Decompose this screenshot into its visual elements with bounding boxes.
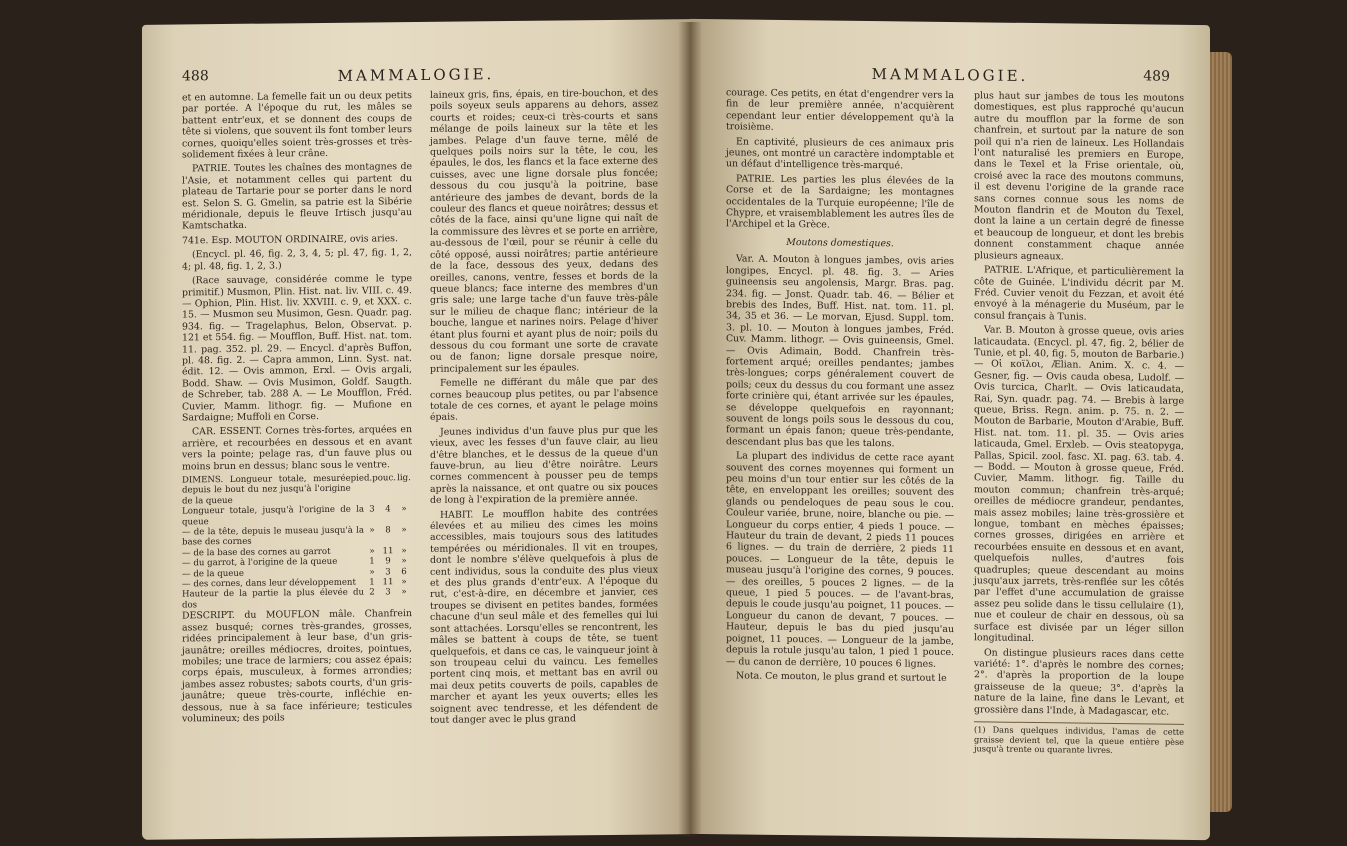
paragraph: et en automne. La femelle fait un ou deux petits par portée. A l'époque du rut, les mâles se battent entr'eux, et se donnent des coups de tête si violens, que souvent ils font tomber leurs cornes, quoiqu'elles soient très-grosses et très-solidement fixées à leur crâne. [182,90,412,161]
paragraph: (Race sauvage, considérée comme le type primitif.) Musmon, Plin. Hist. nat. liv. VIII. c. 49. — Ophion, Plin. Hist. liv. XXVIII. c. 9, et XXX. c. 15. — Musmon seu Musimon, Gesn. Quadr. pag. 934. fig. — Tragelaphus, Belon, Observat. p. 121 et 554. fig. — Moufflon, Buff. Hist. nat. tom. 11. pag. 352. pl. 29. — Encycl. d'après Buffon, pl. 48. fig. 2. — Capra ammon, Linn. Syst. nat. édit. 12. — Ovis ammon, Erxl. — Ovis argali, Bodd. Shaw. — Ovis Musimon, Goldf. Saugth. de Schreber, tab. 288 A. — Le Moufflon, Fréd. Cuvier, Mamm. lithogr. fig. — Mufione en Sardaigne; Muffoli en Corse. [182,273,412,424]
paragraph: La plupart des individus de cette race ayant souvent des cornes moyennes qui forment un peu moins d'un tour entier sur les côtés de la tête, en enveloppant les oreilles; souvent des glands ou pendeloques de peau sous le cou. Couleur variée, brune, noire, blanche ou pie. — Longueur du corps entier, 4 pieds 1 pouce. — Hauteur du train de devant, 2 pieds 11 pouces 6 lignes. — du train de derrière, 2 pieds 11 pouces. — Longueur de la tête, depuis le museau jusqu'à l'origine des cornes, 9 pouces. — des oreilles, 5 pouces 2 lignes. — de la queue, 1 pied 5 pouces. — de l'avant-bras, depuis le coude jusqu'au poignet, 11 pouces. — Longueur du canon de devant, 7 pouces. — Hauteur, depuis le bas du pied jusqu'au poignet, 11 pouces. — Longueur de la jambe, depuis la rotule jusqu'au talon, 1 pied 1 pouce. — du canon de derrière, 10 pouces 6 lignes. [726,450,954,670]
footnote: (1) Dans quelques individus, l'amas de cette graisse devient tel, que la queue entière pèse jusqu'à trente ou quarante livres. [974,721,1184,756]
dimension-value: 9 [385,556,391,567]
dimension-label: Hauteur de la partie la plus élevée du dos [182,588,364,611]
paragraph: PATRIE. L'Afrique, et particulièrement la côte de Guinée. L'individu décrit par M. Fréd. Cuvier venoit du Fezzan, et avoit été envoyé à la ménagerie du Muséum, par le consul français à Tunis. [974,264,1184,323]
paragraph: Femelle ne différant du mâle que par des cornes beaucoup plus petites, ou par l'absence totale de ces cornes, et ayant le pelage moins épais. [430,375,658,424]
dimension-label: — de la tête, depuis le museau jusqu'à la base des cornes [182,525,364,548]
paragraph: Var. B. Mouton à grosse queue, ovis aries laticaudata. (Encycl. pl. 47, fig. 2, bélier de Tunie, et pl. 40, fig. 5, mouton de Barbarie.) — Οἱ κοϊλοι, Ælian. Anim. X. c. 4. — Gesner, fig. — Ovis cauda obesa, Ludolf. — Ovis turcica, Charlt. — Ovis laticaudata, Rai, Syn. quadr. pag. 74. — Brebis à large queue, Briss. Regn. anim. p. 75. n. 2. — Mouton de Barbarie, Mouton d'Arabie, Buff. Hist. nat. tom. 11. pl. 35. — Ovis aries laticauda, Gmel. Erxleb. — Ovis steatopyga, Pallas, Spicil. zool. fasc. XI. pag. 63. tab. 4. — Bodd. — Mouton à grosse queue, Fréd. Cuvier, Mamm. lithogr. fig. Taille du mouton commun; chanfrein très-arqué; oreilles de médiocre grandeur, pendantes, mais assez mobiles; laine très-grossière et longue, tombant en mèches épaisses; cornes grosses, dirigées en arrière et recourbées ensuite en dessous et en avant, quelquefois nulles, d'autres fois quadruples; queue descendant au moins jusqu'aux jarrets, très-renflée sur les côtés par l'effet d'une accumulation de graisse assez peu solide dans le tissu cellulaire (1), nue et couleur de chair en dessous, où sa surface est divisée par un léger sillon longitudinal. [974,324,1184,645]
dimension-label: — des cornes, dans leur développement [182,577,356,590]
dimensions-block [182,473,412,611]
dimensions-heading: DIMENS. Longueur totale, mesurée depuis le bout du nez jusqu'à l'origine de la queue [182,473,351,507]
dimension-value: 3 [385,566,391,577]
book-gutter [678,22,702,837]
paragraph: DESCRIPT. du MOUFLON mâle. Chanfrein assez busqué; cornes très-grandes, grosses, ridées principalement à leur base, d'un gris-jaunâtre; oreilles médiocres, droites, pointues, mobiles; une trace de larmiers; cou assez épais; corps épais, musculeux, à formes arrondies; jambes assez robustes; sabots courts, d'un gris-jaunâtre; queue très-courte, infléchie en-dessous, nue à sa face inférieure; testicules volumineux; des poils [182,608,412,725]
right-running-head [730,63,1170,88]
dimension-value: » [401,504,407,515]
paragraph: En captivité, plusieurs de ces animaux pris jeunes, ont montré un caractère indomptable et un défaut d'intelligence très-marqué. [726,136,954,172]
paragraph: courage. Ces petits, en état d'engendrer vers la fin de leur première année, n'acquièrent cependant leur entier développement qu'à la troisième. [726,87,954,134]
dimension-value: » [369,525,375,536]
dimension-value: 1 [369,556,375,567]
dimension-value: 11 [382,546,394,557]
dimension-value: » [369,567,375,578]
dimension-label: — du garrot, à l'origine de la queue [182,557,338,569]
left-page [142,19,690,840]
dimension-value: » [401,556,407,567]
dimension-value: 3 [369,504,375,515]
dimension-value: 1 [369,577,375,588]
unit-pouce: pouc. [372,473,396,484]
left-column-2 [430,87,658,816]
section-title: Moutons domestiques. [786,236,894,250]
dimensions-header-row [182,473,412,507]
page-edges [1210,52,1232,812]
dimension-row [182,504,412,527]
paragraph: PATRIE. Toutes les chaînes des montagnes de l'Asie, et notamment celles qui partent du plateau de Tartarie pour se porter dans le nord est. Selon S. G. Gmelin, sa patrie est la Sibérie méridionale, depuis le fleuve Irtisch jusqu'au Kamtschatka. [182,161,412,232]
paragraph: Jeunes individus d'un fauve plus pur que les vieux, avec les fesses d'un fauve clair, au lieu d'être blanches, et le dessus de la queue d'un fauve-brun, au lieu d'être noirâtre. Leurs cornes commencent à pousser peu de temps après la naissance, et ont quatre ou six pouces de long à l'expiration de la première année. [430,424,658,507]
dimension-label: — de la queue [182,568,244,580]
left-page-number: 488 [182,68,209,85]
dimension-label: — de la base des cornes au garrot [182,546,331,559]
dimension-value: » [369,546,375,557]
dimension-value: » [401,577,407,588]
paragraph: HABIT. Le moufflon habite des contrées élevées et au milieu des cimes les moins accessibles, mais toujours sous des latitudes tempérées ou méridionales. Il vit en troupes, dont le nombre s'élève quelquefois à plus de cent individus, sous la conduite des plus vieux et des plus grands d'entr'eux. A l'époque du rut, c'est-à-dire, en décembre et janvier, ces troupes se divisent en petites bandes, formées chacune d'un seul mâle et des femelles qui lui sont attachées. Lorsqu'elles se rencontrent, les mâles se battent à coups de tête, se tuent quelquefois, et dans ce cas, le vainqueur joint à son troupeau celui du vaincu. Les femelles portent cinq mois, et mettant bas en avril ou mai deux petits couverts de poils, capables de marcher et ayant les yeux ouverts; elles les soignent avec tendresse, et les défendent de tout danger avec le plus grand [430,507,658,726]
species-heading: 741e. Esp. MOUTON ORDINAIRE, ovis aries. [182,233,398,247]
paragraph: Nota. Ce mouton, le plus grand et surtout le [736,670,947,684]
dimensions-rows [182,504,412,610]
right-column-2 [974,90,1184,820]
open-book [142,22,1232,837]
paragraph: Var. A. Mouton à longues jambes, ovis aries longipes, Encycl. pl. 48. fig. 3. — Aries guineensis seu angolensis, Margr. Bras. pag. 234. fig. — Jonst. Quadr. tab. 46. — Bélier et brebis des Indes, Buff. Hist. nat. tom. 11. pl. 34, 35 et 36. — Le morvan, Ejusd. Suppl. tom. 3. pl. 10. — Mouton à longues jambes, Fréd. Cuv. Mamm. lithogr. — Ovis guineensis, Gmel. — Ovis Adimain, Bodd. Chanfrein très-fortement arqué; oreilles pendantes; jambes très-longues; corps généralement couvert de poils; ceux du dessus du cou formant une assez forte crinière qui, étant arrivée sur les épaules, se développe quelquefois en rayonnant; souvent de longs poils sous le dessous du cou, formant un épais fanon; queue très-pendante, descendant plus bas que les talons. [726,253,954,450]
paragraph: On distingue plusieurs races dans cette variété: 1°. d'après le nombre des cornes; 2°. d'après la proportion de la loupe graisseuse de la queue; 3°. d'après la nature de la laine, fine dans le Levant, et grossière dans l'Inde, à Madagascar, etc. [974,646,1184,718]
paragraph: CAR. ESSENT. Cornes très-fortes, arquées en arrière, et recourbées en dessous et en avant vers la pointe; pelage ras, d'un fauve plus ou moins brun en dessus; blanc sous le ventre. [182,424,412,473]
dimensions-table [182,473,412,507]
dimension-value: 3 [385,587,391,598]
right-column-1 [726,87,954,817]
dimension-value: 6 [401,566,407,577]
dimension-value: » [401,587,407,598]
paragraph: (Encycl. pl. 46, fig. 2, 3, 4, 5; pl. 47, fig. 1, 2, 4; pl. 48, fig. 1, 2, 3.) [182,247,412,273]
dimension-label: Longueur totale, jusqu'à l'origine de la queue [182,504,364,528]
dimension-value: 2 [369,587,375,598]
paragraph: laineux gris, fins, épais, en tire-bouchon, et des poils soyeux seuls apparens au dehors, assez courts et roides; ceux-ci très-courts et sans mélange de poils laineux sur la tête et les jambes. Pelage d'un fauve terne, mêlé de quelques poils noirs sur la tête, le cou, les épaules, le dos, les flancs et la face externe des cuisses, avec une ligne dorsale plus foncée; dessous du cou jusqu'à la poitrine, base antérieure des jambes de devant, bords de la couleur des flancs et queue noirâtres; dessus et côtés de la face, ainsi qu'une ligne qui naît de la commissure des lèvres et se porte en arrière, au-dessous de l'œil, pour se réunir à celle du côté opposé, aussi noirâtres; partie antérieure de la face, dessous des yeux, dedans des oreilles, canons, ventre, fesses et bords de la queue blancs; face interne des membres d'un gris sale; une large tache d'un fauve très-pâle sur le milieu de chaque flanc; intérieur de la bouche, langue et narines noirs. Pelage d'hiver étant plus fourni et ayant plus de noir; poils du dessous du cou formant une sorte de cravate ou de fanon; ligne dorsale presque noire, principalement sur les épaules. [430,87,658,375]
right-page [690,19,1210,840]
left-column-1 [182,90,412,819]
unit-pied: pied. [350,473,373,484]
right-page-number: 489 [1143,68,1170,85]
paragraph: PATRIE. Les parties les plus élevées de la Corse et de la Sardaigne; les montagnes occidentales de la Turquie européenne; l'île de Chypre, et vraisemblablement les autres îles de l'Archipel et la Grèce. [726,173,954,232]
dimension-row [182,588,412,611]
dimension-value: » [401,525,407,536]
unit-ligne: lig. [397,473,411,484]
left-page-title: MAMMALOGIE. [337,65,495,85]
dimension-value: » [401,545,407,556]
dimension-value: 4 [385,504,391,515]
dimension-value: 8 [385,525,391,536]
dimension-value: 11 [382,577,394,588]
dimension-row [182,525,412,548]
left-running-head [182,64,650,89]
right-page-title: MAMMALOGIE. [871,65,1029,85]
paragraph: plus haut sur jambes de tous les moutons domestiques, est plus rapproché qu'aucun autre du moufflon par la forme de son chanfrein, et surtout par la nature de son poil qui n'a rien de laineux. Les Hollandais l'ont naturalisé les premiers en Europe, dans le Texel et la Frise orientale, où, croisé avec la race des moutons communs, il est devenu l'origine de la grande race sans cornes connue sous les noms de Mouton flandrin et de Mouton du Texel, dont la laine a un certain degré de finesse et beaucoup de longueur, et dont les brebis donnent constamment chaque année plusieurs agneaux. [974,90,1184,263]
